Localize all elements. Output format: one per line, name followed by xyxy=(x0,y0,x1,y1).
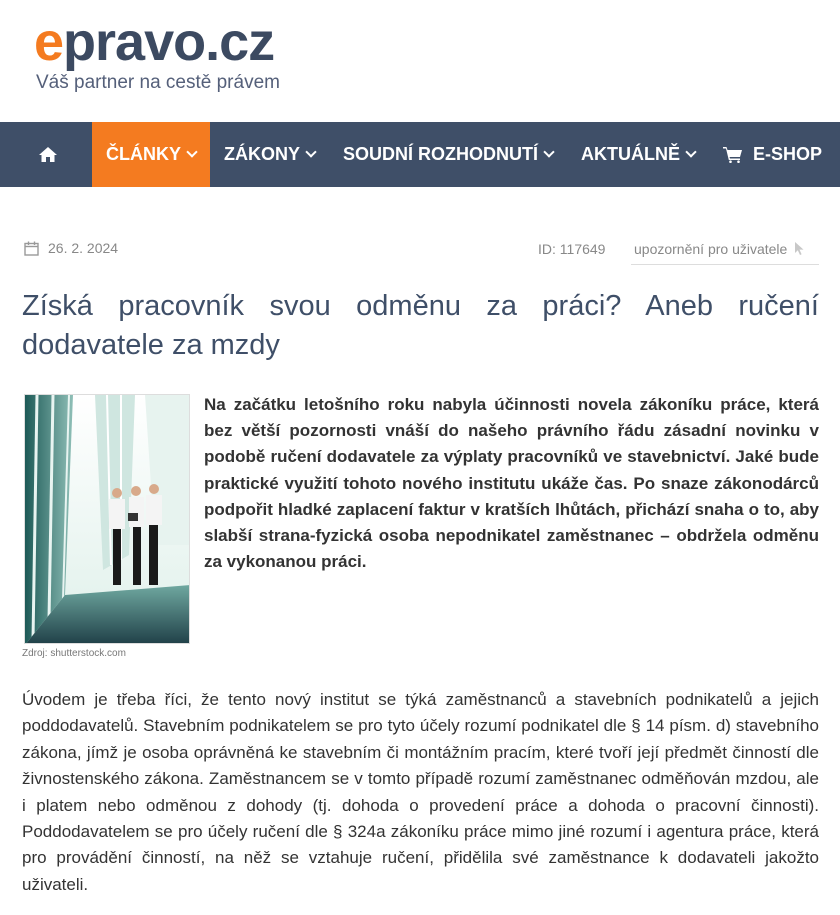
logo-tagline: Váš partner na cestě právem xyxy=(36,72,280,93)
nav-item-aktualne[interactable] xyxy=(567,122,709,187)
nav-item-label: E-SHOP xyxy=(753,144,823,164)
office-workers-illustration xyxy=(25,395,190,644)
logo-e: e xyxy=(34,12,64,72)
nav-item-eshop[interactable] xyxy=(709,122,836,187)
nav-item-label: ZÁKONY xyxy=(224,144,300,164)
article xyxy=(22,187,819,894)
cursor-pointer-icon xyxy=(794,241,805,256)
article-title: Získá pracovník svou odměnu za práci? Aneb ručení dodavatele za mzdy xyxy=(22,290,819,361)
chevron-down-icon xyxy=(685,146,696,157)
date-text: 26. 2. 2024 xyxy=(48,240,119,256)
nav-item-label: SOUDNÍ ROZHODNUTÍ xyxy=(343,144,538,164)
article-body-paragraph: Úvodem je třeba říci, že tento nový institut se týká zaměstnanců a stavebních podnikatelů a jejich poddodavatelů. Stavebním podnikatelem se pro tyto účely rozumí podnikatel dle § 14 písm. d) stavebního zákona, jímž je osoba oprávněná ke stavebním či montážním pracím, které tvoří její předmět činností dle živnostenského zákona. Zaměstnancem se v tomto případě rozumí zaměstnanec odměňován mzdou, ale i platem nebo odměnou z dohody (tj. dohoda o provedení práce a dohoda o pracovní činnosti). Poddodavatelem se pro účely ručení dle § 324a zákoníku práce mimo jiné rozumí i agentura práce, která pro provádění činností, na něž se vztahuje ručení, přidělila své zaměstnance k dodavateli jakožto uživateli. xyxy=(22,690,819,894)
chevron-down-icon xyxy=(305,146,316,157)
site-logo[interactable] xyxy=(34,14,280,94)
nav-item-soudni-rozhodnuti[interactable] xyxy=(329,122,567,187)
chevron-down-icon xyxy=(186,146,197,157)
article-lead: Na začátku letošního roku nabyla účinnosti novela zákoníku práce, která bez větší pozornosti vnáší do našeho právního řádu zásadní novinku v podobě ručení dodavatele za výplaty pracovníků ve stavebnictví. Jaké bude praktické využití tohoto nového institutu ukáže čas. Po snaze zákonodárců podpořit hladké zaplacení faktur v kratších lhůtách, přichází snaha o to, aby slabší strana-fyzická osoba nepodnikatel zaměstnanec – obdržela odměnu za vykonanou práci. xyxy=(204,395,819,572)
main-navigation xyxy=(0,122,840,187)
article-id: ID: 117649 xyxy=(538,241,606,257)
logo-wordmark xyxy=(34,14,280,70)
user-notice-label: upozornění pro uživatele xyxy=(634,240,788,257)
user-notice-link[interactable] xyxy=(631,233,819,265)
site-header xyxy=(0,0,840,122)
image-credit: Zdroj: shutterstock.com xyxy=(22,648,126,659)
logo-text: pravo.cz xyxy=(63,12,275,72)
nav-item-clanky[interactable] xyxy=(92,122,210,187)
home-icon xyxy=(38,146,58,163)
calendar-icon xyxy=(24,241,39,256)
chevron-down-icon xyxy=(543,146,554,157)
shopping-cart-icon xyxy=(723,146,743,163)
nav-item-label: ČLÁNKY xyxy=(106,144,181,164)
article-date xyxy=(24,240,118,256)
article-photo xyxy=(24,394,190,644)
nav-item-label: AKTUÁLNĚ xyxy=(581,144,680,164)
nav-item-zakony[interactable] xyxy=(210,122,329,187)
article-meta xyxy=(22,187,819,267)
nav-home[interactable] xyxy=(0,122,92,187)
